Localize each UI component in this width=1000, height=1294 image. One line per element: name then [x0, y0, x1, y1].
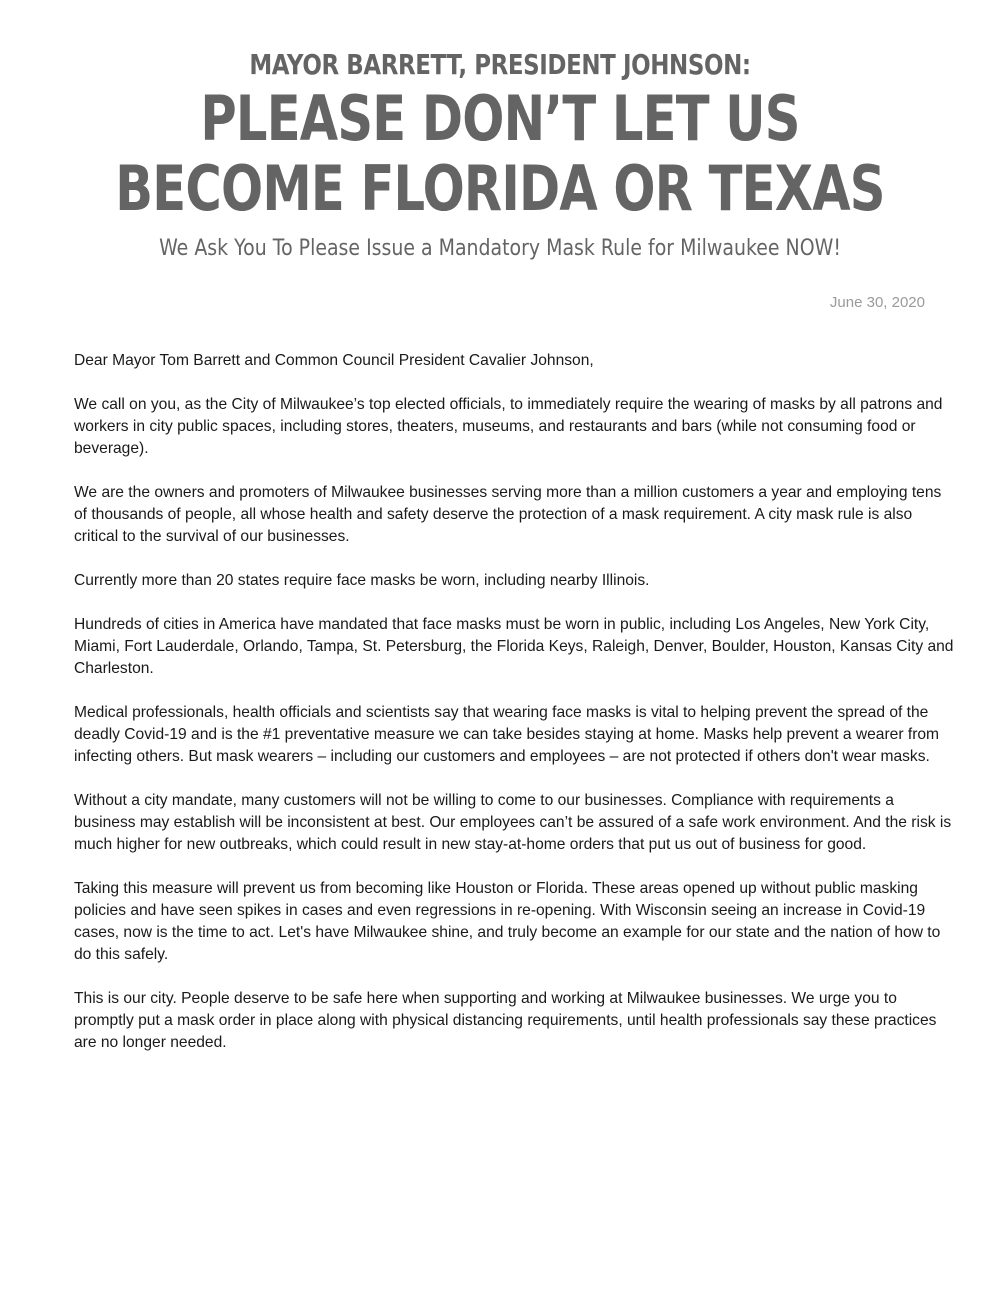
paragraph-7: Taking this measure will prevent us from becoming like Houston or Florida. These areas opened up without public masking policies and have seen spikes in cases and even regressions in re-opening. With Wisconsin seeing an increase in Covid-19 cases, now is the time to act. Let's have Milwaukee shine, and truly become an example for our state and the nation of how to do this safely. [74, 880, 941, 963]
letter-date: June 30, 2020 [829, 294, 925, 311]
paragraph-6: Without a city mandate, many customers will not be willing to come to our businesses. Compliance with requirements a business may establish will be inconsistent at best. Our employees can’t be assured of a safe work environment. And the risk is much higher for new outbreaks, which could result in new stay-at-home orders that put us out of business for good. [74, 792, 952, 853]
paragraph-4: Hundreds of cities in America have mandated that face masks must be worn in public, including Los Angeles, New York City, Miami, Fort Lauderdale, Orlando, Tampa, St. Petersburg, the Florida Keys, Raleigh, Denver, Boulder, Houston, Kansas City and Charleston. [74, 616, 954, 677]
letter-kicker: MAYOR BARRETT, PRESIDENT JOHNSON: [249, 48, 751, 81]
headline-line-2: BECOME FLORIDA OR TEXAS [115, 152, 885, 225]
paragraph-2: We are the owners and promoters of Milwaukee businesses serving more than a million customers a year and employing tens of thousands of people, all whose health and safety deserve the protection of a mask requirement. A city mask rule is also critical to the survival of our businesses. [74, 484, 942, 545]
salutation: Dear Mayor Tom Barrett and Common Council President Cavalier Johnson, [74, 352, 594, 369]
letter-body [74, 350, 954, 1076]
letter-subtitle: We Ask You To Please Issue a Mandatory Mask Rule for Milwaukee NOW! [159, 236, 841, 261]
paragraph-8: This is our city. People deserve to be safe here when supporting and working at Milwaukee businesses. We urge you to promptly put a mask order in place along with physical distancing requirements, until health professionals say these practices are no longer needed. [74, 990, 937, 1051]
paragraph-1: We call on you, as the City of Milwaukee’s top elected officials, to immediately require the wearing of masks by all patrons and workers in city public spaces, including stores, theaters, museums, and restaurants and bars (while not consuming food or beverage). [74, 396, 943, 457]
paragraph-5: Medical professionals, health officials and scientists say that wearing face masks is vital to helping prevent the spread of the deadly Covid-19 and is the #1 preventative measure we can take besides staying at home. Masks help prevent a wearer from infecting others. But mask wearers – including our customers and employees – are not protected if others don't wear masks. [74, 704, 940, 765]
paragraph-3: Currently more than 20 states require face masks be worn, including nearby Illinois. [74, 572, 650, 589]
headline-line-1: PLEASE DON’T LET US [200, 82, 800, 155]
